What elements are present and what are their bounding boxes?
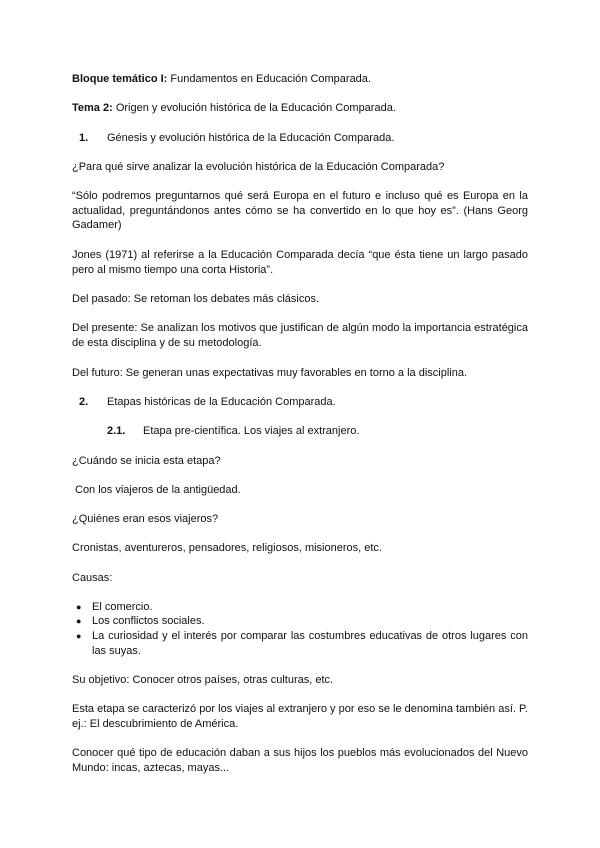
answer-when: Con los viajeros de la antigüedad. — [75, 484, 241, 496]
section-2-title: Etapas históricas de la Educación Comparada. — [107, 396, 336, 408]
gadamer-quote: “Sólo podremos preguntarnos qué será Europa en el futuro e incluso qué es Europa en la actualidad, preguntándonos antes cómo se ha convertido en lo que hoy es”. (Hans Georg Gadamer) — [72, 190, 528, 231]
jones-paragraph: Jones (1971) al referirse a la Educación Comparada decía “que ésta tiene un largo pasado pero al mismo tiempo una corta Historia”. — [72, 249, 528, 276]
section-1-title: Génesis y evolución histórica de la Educación Comparada. — [107, 132, 395, 144]
future-paragraph: Del futuro: Se generan unas expectativas muy favorables en torno a la disciplina. — [72, 367, 468, 379]
bullet-icon: ● — [76, 631, 82, 641]
block-text: Fundamentos en Educación Comparada. — [170, 73, 371, 85]
objective-paragraph: Su objetivo: Conocer otros países, otras culturas, etc. — [72, 674, 334, 686]
block-heading — [72, 72, 528, 87]
topic-label: Tema 2: — [72, 102, 113, 114]
answer-who: Cronistas, aventureros, pensadores, religiosos, misioneros, etc. — [72, 542, 382, 554]
past-paragraph: Del pasado: Se retoman los debates más clásicos. — [72, 293, 320, 305]
subsection-2-1-number: 2.1. — [107, 425, 126, 437]
topic-heading — [72, 101, 528, 116]
bullet-icon: ● — [76, 616, 82, 626]
block-label: Bloque temático I: — [72, 73, 168, 85]
subsection-2-1-title: Etapa pre-científica. Los viajes al extranjero. — [143, 425, 360, 437]
question-purpose: ¿Para qué sirve analizar la evolución histórica de la Educación Comparada? — [72, 161, 445, 173]
cause-item: El comercio. — [92, 601, 153, 613]
new-world-paragraph: Conocer qué tipo de educación daban a sus hijos los pueblos más evolucionados del Nuevo Mundo: incas, aztecas, mayas... — [72, 747, 528, 774]
section-2-number: 2. — [79, 396, 89, 408]
section-1-number: 1. — [79, 132, 89, 144]
question-who: ¿Quiénes eran esos viajeros? — [72, 513, 219, 525]
stage-paragraph: Esta etapa se caracterizó por los viajes al extranjero y por eso se le denomina también así. P. ej.: El descubrimiento de América. — [72, 703, 528, 730]
cause-item: La curiosidad y el interés por comparar las costumbres educativas de otros lugares con las suyas. — [92, 630, 528, 657]
cause-item: Los conflictos sociales. — [92, 615, 205, 627]
topic-text: Origen y evolución histórica de la Educación Comparada. — [115, 102, 396, 114]
bullet-icon: ● — [76, 602, 82, 612]
present-paragraph: Del presente: Se analizan los motivos que justifican de algún modo la importancia estratégica de esta disciplina y de su metodología. — [72, 322, 528, 349]
causes-label: Causas: — [72, 572, 113, 584]
question-when: ¿Cuándo se inicia esta etapa? — [72, 455, 221, 467]
